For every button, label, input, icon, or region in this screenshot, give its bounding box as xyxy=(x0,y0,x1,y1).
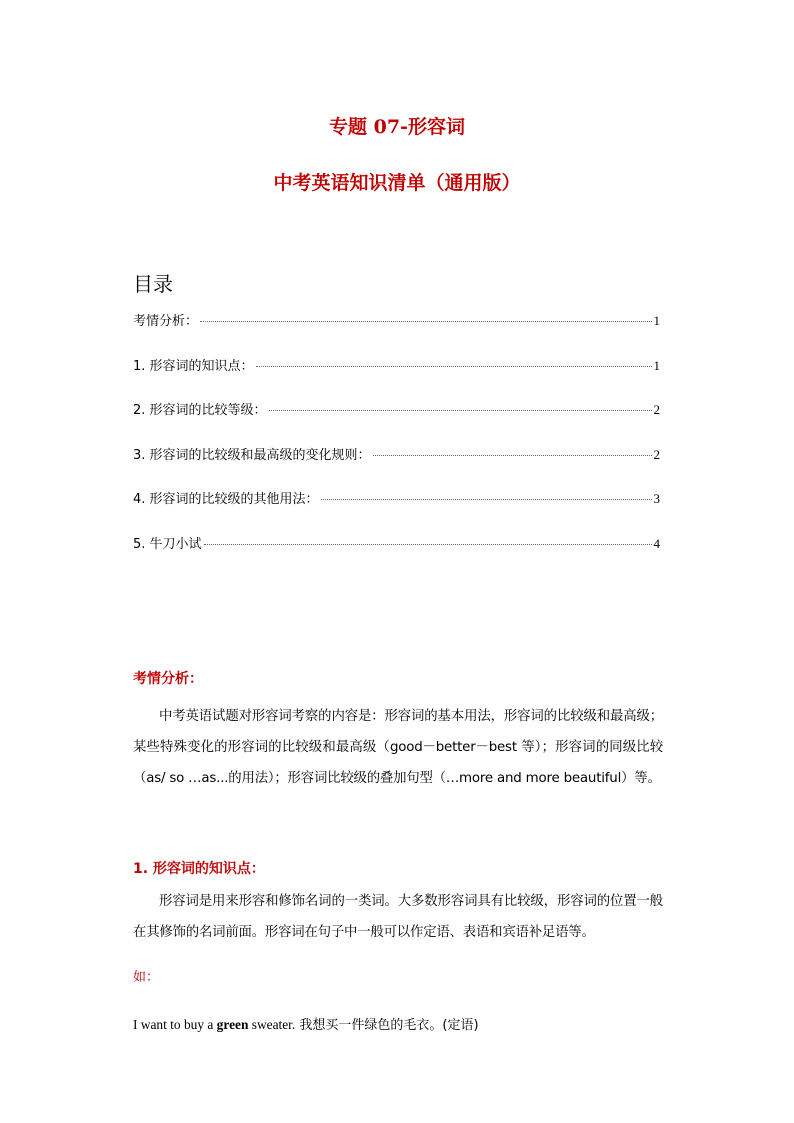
toc-entry-page: 3 xyxy=(653,491,660,507)
toc-entry-page: 1 xyxy=(653,357,660,373)
toc-entry[interactable] xyxy=(133,310,660,355)
toc-entry-label: 3. 形容词的比较级和最高级的变化规则： xyxy=(133,447,371,463)
knowledge-paragraph: 形容词是用来形容和修饰名词的一类词。大多数形容词具有比较级，形容词的位置一般在其修饰的名词前面。形容词在句子中一般可以作定语、表语和宾语补足语等。 xyxy=(133,894,663,940)
toc-leader-dots xyxy=(200,321,651,322)
toc-entry[interactable] xyxy=(133,488,660,533)
toc-heading: 目录 xyxy=(133,272,173,296)
toc-entry[interactable] xyxy=(133,533,660,578)
analysis-heading: 考情分析： xyxy=(133,671,203,687)
example-translation: 我想买一件绿色的毛衣。(定语) xyxy=(295,1018,479,1033)
document-title: 专题 07-形容词 xyxy=(329,116,465,138)
toc-entry-label: 考情分析： xyxy=(133,314,199,329)
example-text-after: sweater. xyxy=(248,1017,296,1032)
toc-entry[interactable] xyxy=(133,399,660,444)
toc-entry-page: 1 xyxy=(653,313,660,328)
toc-entry[interactable] xyxy=(133,444,660,489)
example-highlight-word: green xyxy=(216,1017,249,1032)
toc-leader-dots xyxy=(373,455,652,456)
toc-entry-label: 1. 形容词的知识点： xyxy=(133,358,254,374)
toc-entry-label: 5. 牛刀小试 xyxy=(133,536,202,552)
toc-leader-dots xyxy=(256,366,652,367)
table-of-contents xyxy=(133,310,660,578)
example-text-before: I want to buy a xyxy=(133,1017,217,1032)
example-label: 如： xyxy=(133,970,160,985)
toc-entry[interactable] xyxy=(133,355,660,400)
document-subtitle: 中考英语知识清单（通用版） xyxy=(273,172,521,194)
example-sentence xyxy=(133,1014,479,1033)
toc-leader-dots xyxy=(269,410,652,411)
knowledge-heading: 1. 形容词的知识点： xyxy=(133,861,265,877)
toc-entry-page: 2 xyxy=(653,446,660,462)
analysis-paragraph: 中考英语试题对形容词考察的内容是：形容词的基本用法，形容词的比较级和最高级；某些特殊变化的形容词的比较级和最高级（good－better－best 等）；形容词的同级比较（as/ so …as...的用法）；形容词比较级的叠加句型（…more and more beautiful）等。 xyxy=(133,709,663,786)
toc-leader-dots xyxy=(204,544,652,545)
toc-leader-dots xyxy=(321,499,652,500)
toc-entry-label: 2. 形容词的比较等级： xyxy=(133,403,267,419)
toc-entry-page: 4 xyxy=(653,535,660,551)
toc-entry-page: 2 xyxy=(653,402,660,418)
toc-entry-label: 4. 形容词的比较级的其他用法： xyxy=(133,492,319,508)
